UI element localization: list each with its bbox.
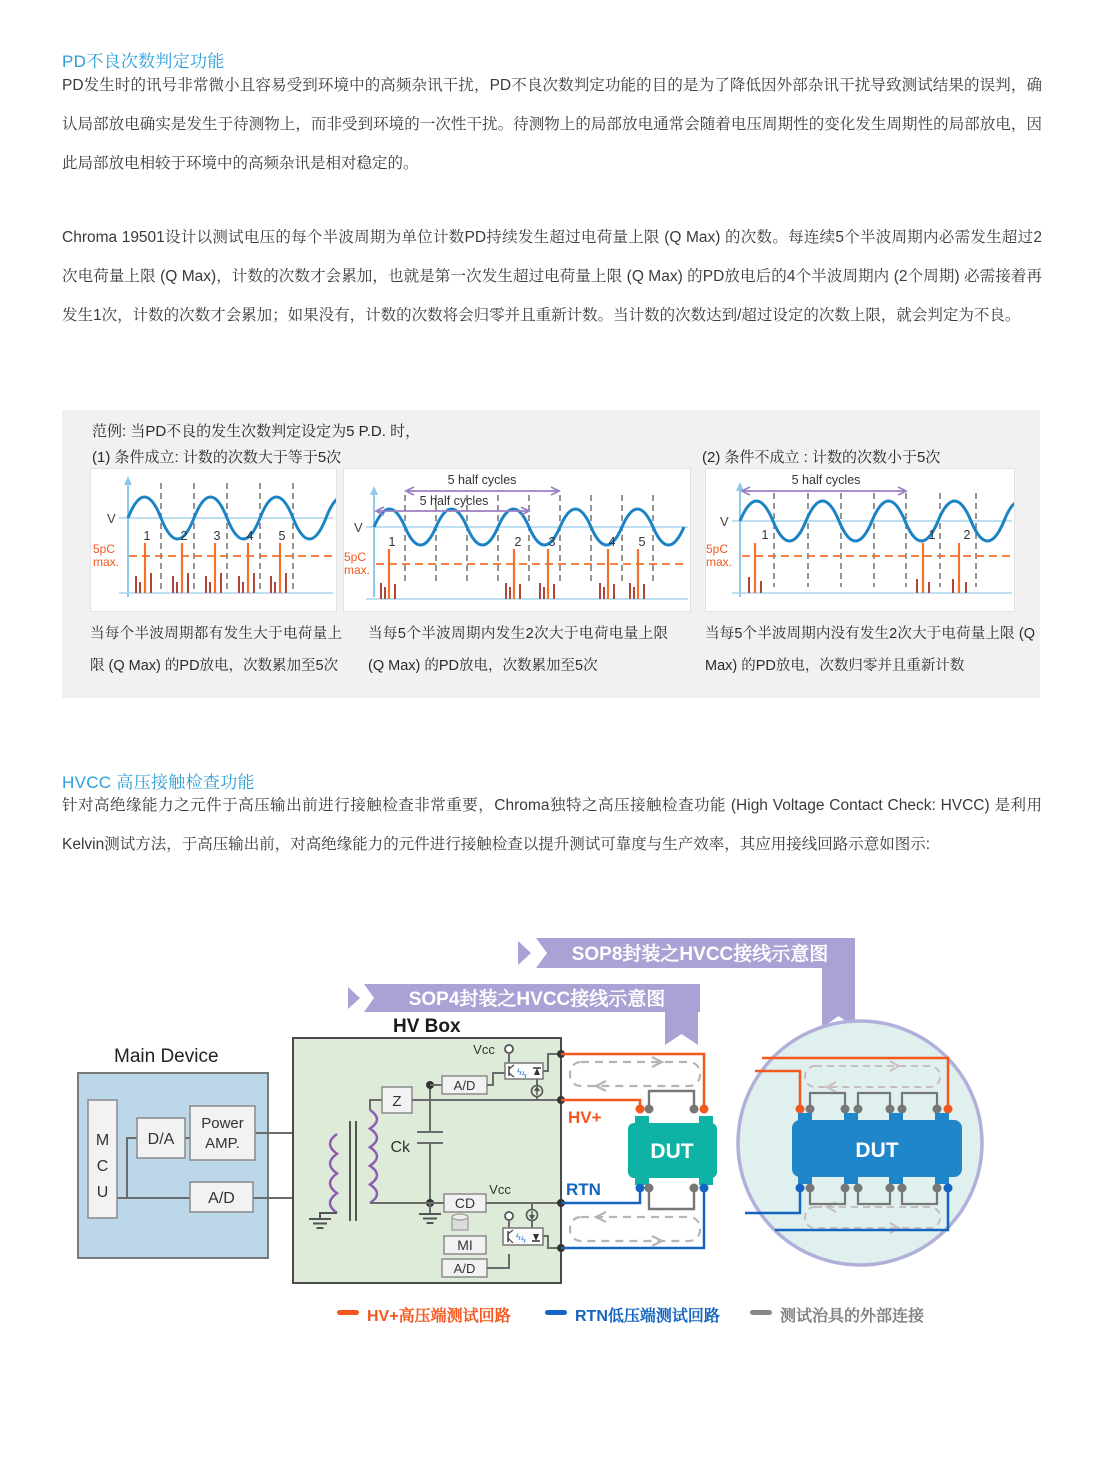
waveform-3-svg: [706, 469, 1014, 611]
kelvin-bridge-bottom-sop4: [649, 1188, 694, 1209]
banner-sop8-ribbon: [822, 968, 855, 1028]
example-title: 范例: 当PD不良的发生次数判定设定为5 P.D. 时，: [92, 423, 421, 440]
pd-paragraph-2: Chroma 19501设计以测试电压的每个半波周期为单位计数PD持续发生超过电荷量上限 (Q Max) 的次数。每连续5个半波周期内必需发生超过2次电荷量上限 (Q Max)，计数的次数才会累加，也就是第一次发生超过电荷量上限 (Q Max) 的PD放电后的4个半波周期内 (2个周期) 必需接着再发生1次，计数的次数才会累加；如果没有，计数的次数将会归零并且重新计数。当计数的次数达到/超过设定的次数上限，就会判定为不良。: [62, 229, 1042, 324]
hvcc-wiring-figure: [0, 925, 1102, 1345]
mcu-letter-c: C: [96, 1158, 109, 1175]
hv-box-block: [293, 1038, 561, 1283]
banner-sop4-label: SOP4封装之HVCC接线示意图: [408, 989, 666, 1010]
figure-legend: [337, 1306, 925, 1325]
probe-dots-top-sop4: [636, 1105, 709, 1114]
vcc-top-label: Vcc: [473, 1042, 495, 1057]
count-numbers-1: [144, 529, 286, 543]
svg-text:4: 4: [246, 529, 254, 543]
waveform-diagram-3: [705, 468, 1015, 612]
dut-sop8-chip: [792, 1113, 962, 1184]
dut-sop4-label: DUT: [650, 1140, 694, 1163]
svg-text:ϟ: ϟ: [522, 1070, 527, 1080]
legend-item-fixture: [750, 1306, 925, 1325]
legend-label-rtn: RTN低压端测试回路: [575, 1308, 720, 1325]
qmax-label-1b: max.: [93, 555, 120, 569]
svg-text:ϟ: ϟ: [516, 1232, 521, 1242]
svg-text:3: 3: [213, 529, 221, 543]
mi-label: MI: [457, 1237, 473, 1253]
pd-section-heading: PD不良次数判定功能: [62, 52, 225, 71]
svg-text:5 half cycles: 5 half cycles: [447, 473, 517, 487]
example-condition-2: (2) 条件不成立 : 计数的次数小于5次: [702, 449, 941, 466]
svg-text:2: 2: [963, 528, 971, 542]
legend-label-fixture: 测试治具的外部连接: [780, 1308, 925, 1325]
ck-label: Ck: [390, 1139, 410, 1156]
svg-text:1: 1: [928, 528, 936, 542]
hv-box-label: HV Box: [393, 1016, 461, 1037]
legend-label-hv: HV+高压端测试回路: [367, 1308, 511, 1325]
ad-label-main: A/D: [208, 1190, 235, 1207]
svg-text:5 half cycles: 5 half cycles: [791, 473, 861, 487]
rtn-label: RTN: [566, 1180, 601, 1199]
legend-item-hv: [337, 1306, 511, 1325]
sensor-cylinder-icon: [452, 1214, 468, 1230]
v-label-1: V: [107, 511, 116, 526]
caption-3: 当每5个半波周期内没有发生2次大于电荷量上限 (Q Max) 的PD放电，次数归零并且重新计数: [705, 626, 1035, 674]
kelvin-bridge-top-sop4: [649, 1091, 694, 1109]
ad-label-top: A/D: [453, 1078, 476, 1093]
main-device-label: Main Device: [114, 1046, 219, 1067]
svg-text:1: 1: [143, 529, 151, 543]
svg-text:5: 5: [638, 535, 646, 549]
svg-text:1: 1: [761, 528, 769, 542]
caption-1: 当每个半波周期都有发生大于电荷量上限 (Q Max) 的PD放电，次数累加至5次: [90, 626, 342, 674]
banner-sop4-chevron: [348, 987, 360, 1009]
hvcc-figure-svg: [0, 925, 1102, 1345]
z-label: Z: [392, 1093, 402, 1110]
pd-example-box: [62, 410, 1040, 698]
svg-text:ϟ: ϟ: [517, 1067, 522, 1077]
legend-dash-hv-icon: [337, 1310, 359, 1315]
waveform-2-svg: [344, 469, 690, 611]
svg-text:ϟ: ϟ: [521, 1235, 526, 1245]
probe-dots-bottom-sop4: [636, 1184, 709, 1193]
caption-2: 当每5个半波周期内发生2次大于电荷电量上限 (Q Max) 的PD放电，次数累加至5次: [368, 626, 668, 674]
pd-spikes-1: [136, 543, 286, 593]
svg-text:2: 2: [180, 529, 188, 543]
mcu-letter-m: M: [95, 1132, 110, 1149]
half-cycle-arrow-upper: [406, 473, 559, 495]
waveform-diagram-1: [90, 468, 337, 612]
v-label-2: V: [354, 520, 363, 535]
banner-sop4-ribbon: [665, 1012, 698, 1045]
mcu-letter-u: U: [96, 1184, 109, 1201]
vcc-top-terminal: [505, 1045, 513, 1053]
legend-item-rtn: [545, 1306, 720, 1325]
svg-text:5 half cycles: 5 half cycles: [419, 494, 489, 508]
waveform-1-svg: [91, 469, 336, 611]
v-label-3: V: [720, 514, 729, 529]
cd-label: CD: [454, 1195, 476, 1211]
loop-arrow-bottom: [570, 1212, 700, 1246]
ad-label-bottom: A/D: [453, 1261, 476, 1276]
qmax-label-1a: 5pC: [93, 542, 116, 556]
loop-arrow-top: [570, 1057, 700, 1091]
svg-text:4: 4: [608, 535, 616, 549]
qmax-label-3a: 5pC: [706, 542, 729, 556]
pd-paragraph-1: PD发生时的讯号非常微小且容易受到环境中的高频杂讯干扰，PD不良次数判定功能的目的是为了降低因外部杂讯干扰导致测试结果的误判，确认局部放电确实是发生于待测物上，而非受到环境的一次性干扰。待测物上的局部放电通常会随着电压周期性的变化发生周期性的局部放电，因此局部放电相较于环境中的高频杂讯是相对稳定的。: [62, 77, 1042, 172]
hv-plus-label: HV+: [568, 1108, 602, 1127]
pd-spikes-3: [749, 543, 966, 593]
qmax-label-2a: 5pC: [344, 550, 367, 564]
waveform-diagram-2: [343, 468, 691, 612]
svg-text:2: 2: [514, 535, 522, 549]
svg-text:1: 1: [388, 535, 396, 549]
vcc-bottom-label: Vcc: [489, 1182, 511, 1197]
svg-text:5: 5: [278, 529, 286, 543]
pd-spikes-2: [381, 549, 644, 599]
banner-sop8-label: SOP8封装之HVCC接线示意图: [571, 944, 829, 965]
qmax-label-3b: max.: [706, 555, 733, 569]
banner-sop8-chevron: [518, 941, 531, 965]
optocoupler-bottom-icon: [503, 1228, 543, 1245]
hvcc-paragraph: 针对高绝缘能力之元件于高压输出前进行接触检查非常重要，Chroma独特之高压接触检查功能 (High Voltage Contact Check: HVCC) 是利用Kelvin测试方法，于高压输出前，对高绝缘能力的元件进行接触检查以提升测试可靠度与生产效率，其应用接线回路示意如图示:: [62, 797, 1042, 853]
half-cycle-arrow-3: [742, 473, 906, 495]
power-amp-label-2: AMP.: [205, 1135, 240, 1152]
da-label: D/A: [147, 1131, 175, 1148]
power-amp-label-1: Power: [201, 1115, 244, 1132]
legend-dash-fixture-icon: [750, 1310, 772, 1315]
sop4-region: [561, 1054, 717, 1248]
legend-dash-rtn-icon: [545, 1310, 567, 1315]
dut-sop8-label: DUT: [855, 1139, 899, 1162]
dut-sop4-chip: [628, 1116, 717, 1185]
sop8-zoom-circle: [738, 1021, 982, 1265]
half-cycle-arrow-lower: [376, 494, 529, 515]
hvcc-section-heading: HVCC 高压接触检查功能: [62, 773, 255, 792]
optocoupler-top-icon: [505, 1063, 543, 1080]
example-condition-1: (1) 条件成立: 计数的次数大于等于5次: [92, 449, 342, 466]
vcc-bottom-terminal: [505, 1212, 513, 1220]
qmax-label-2b: max.: [344, 563, 371, 577]
svg-text:3: 3: [548, 535, 556, 549]
